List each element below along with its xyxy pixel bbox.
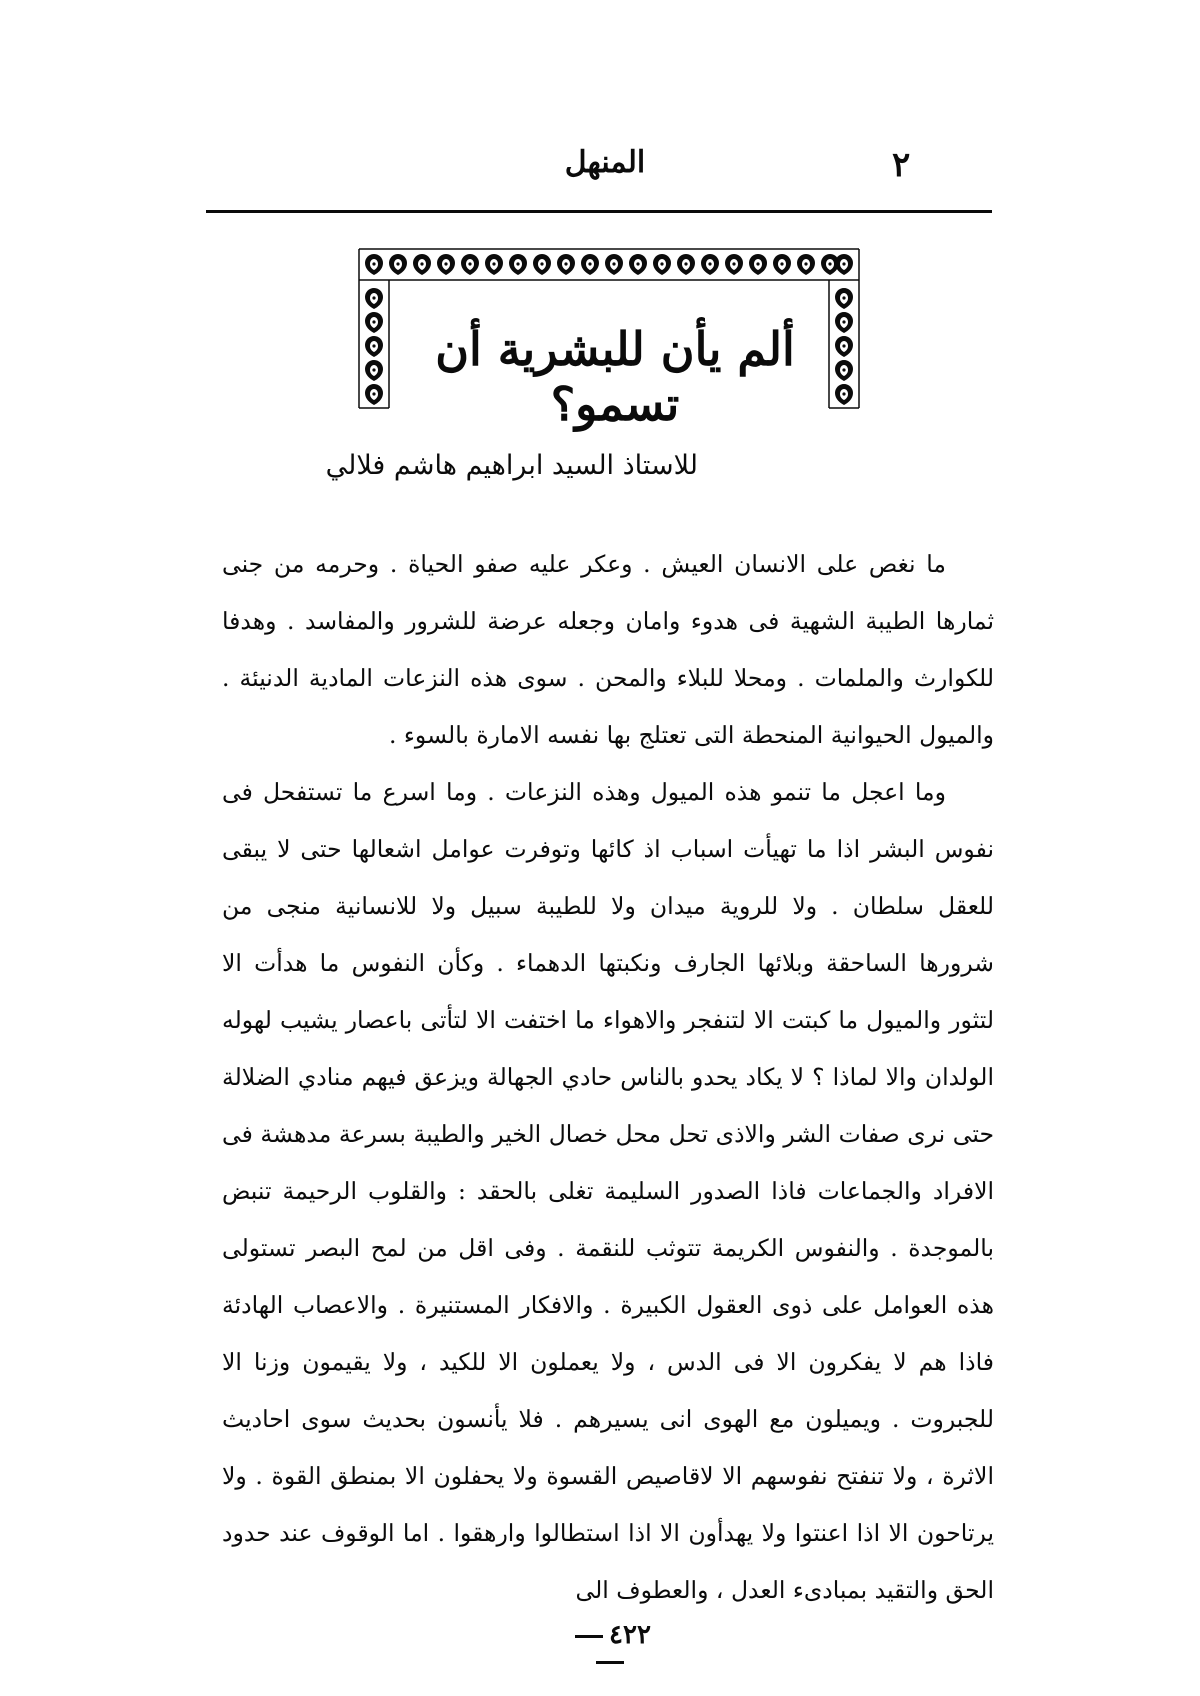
header-divider (206, 210, 992, 213)
article-author: للاستاذ السيد ابراهيم هاشم فلالي (325, 450, 698, 481)
journal-name: المنهل (564, 145, 646, 180)
page-number: ٤٢٢ (550, 1622, 670, 1674)
body-paragraph: وما اعجل ما تنمو هذه الميول وهذه النزعات . وما اسرع ما تستفحل فى نفوس البشر اذا ما تهيأت اسباب اذ كائها وتوفرت عوامل اشعالها حتى لا يبقى للعقل سلطان . ولا للروية ميدان ولا للطيبة سبيل ولا للانسانية منجى من شرورها الساحقة وبلائها الجارف ونكبتها الدهماء . وكأن النفوس ما هدأت الا لتثور والميول ما كبتت الا لتنفجر والاهواء ما اختفت الا لتأتى باعصار يشيب لهوله الولدان والا لماذا ؟ لا يكاد يحدو بالناس حادي الجهالة ويزعق فيهم منادي الضلالة حتى نرى صفات الشر والاذى تحل محل خصال الخير والطيبة بسرعة مدهشة فى الافراد والجماعات فاذا الصدور السليمة تغلى بالحقد : والقلوب الرحيمة تنبض بالموجدة . والنفوس الكريمة تتوثب للنقمة . وفى اقل من لمح البصر تستولى هذه العوامل على ذوى العقول الكبيرة . والافكار المستنيرة . والاعصاب الهادئة فاذا هم لا يفكرون الا فى الدس ، ولا يعملون الا للكيد ، ولا يقيمون وزنا الا للجبروت . ويميلون مع الهوى انى يسيرهم . فلا يأنسون بحديث سوى احاديث الاثرة ، ولا تنفتح نفوسهم الا لاقاصيص القسوة ولا يحفلون الا بمنطق القوة . ولا يرتاحون الا اذا اعنتوا ولا يهدأون الا اذا استطالوا وارهقوا . اما الوقوف عند حدود الحق والتقيد بمبادىء العدل ، والعطوف الى (222, 778, 994, 1604)
header-page-index: ٢ (892, 145, 911, 185)
article-title: ألم يأن للبشرية أن تسمو؟ (435, 322, 795, 432)
article-body (222, 536, 994, 1619)
body-paragraph: ما نغص على الانسان العيش . وعكر عليه صفو الحياة . وحرمه من جنى ثمارها الطيبة الشهية فى هدوء وامان وجعله عرضة للشرور والمفاسد . وهدفا للكوارث والملمات . ومحلا للبلاء والمحن . سوى هذه النزعات المادية الدنيئة . والميول الحيوانية المنحطة التى تعتلج بها نفسه الامارة بالسوء . (222, 550, 994, 749)
